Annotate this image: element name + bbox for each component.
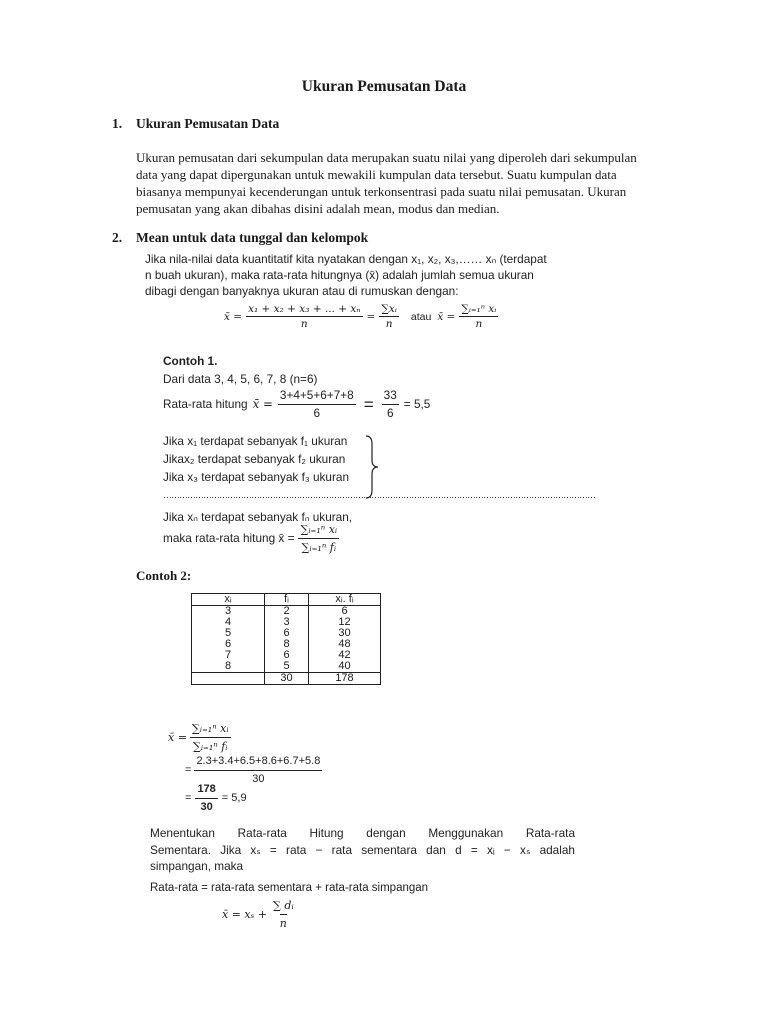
formula-equals: = (366, 310, 376, 323)
table-cell: 8 (265, 639, 309, 650)
calc-denominator: 30 (252, 773, 265, 785)
final-numerator: ∑ dᵢ (273, 899, 294, 912)
sementara-paragraph (150, 825, 575, 875)
contoh-1-data: Dari data 3, 4, 5, 6, 7, 8 (n=6) (163, 372, 318, 386)
table-cell: 178 (309, 673, 381, 685)
section-1-number: 1. (112, 116, 123, 131)
calc-fraction-1 (278, 388, 356, 421)
formula-denominator: n (300, 318, 308, 330)
paragraph-line: Ukuran pemusatan dari sekumpulan data merupakan suatu nilai yang diperoleh dari sekumpulan (136, 150, 637, 165)
calc-result: = 5,5 (403, 397, 431, 411)
table-cell: 6 (265, 650, 309, 661)
table-cell: 3 (265, 617, 309, 628)
calc-numerator: 3+4+5+6+7+8 (278, 388, 356, 405)
column-header-fi: fᵢ (265, 594, 309, 606)
intro-line: dibagi dengan banyaknya ukuran atau di rumuskan dengan: (145, 284, 459, 298)
paragraph-line: simpangan, maka (150, 859, 244, 873)
calc-numerator: 33 (382, 388, 399, 405)
calc-result: = 5,9 (221, 792, 247, 804)
rata-rata-formula-line: Rata-rata = rata-rata sementara + rata-rata simpangan (150, 882, 429, 894)
calc-equals: = (185, 764, 192, 776)
frequency-line: Jika x₃ terdapat sebanyak f₃ ukuran (163, 470, 350, 484)
column-header-xi: xᵢ (192, 594, 265, 606)
formula-lhs: x̄ = (224, 310, 243, 323)
data-table (191, 593, 381, 685)
intro-line: n buah ukuran), maka rata-rata hitungnya (x̄) adalah jumlah semua ukuran (145, 268, 534, 282)
formula-fraction-3 (459, 303, 498, 330)
maka-formula (163, 522, 339, 555)
calc-denominator: ∑ᵢ₌₁ⁿ fᵢ (192, 740, 228, 753)
section-2-intro (145, 251, 565, 299)
contoh-2-calc-step-1 (168, 721, 231, 754)
calc-denominator: 6 (313, 406, 321, 420)
table-cell: 3 (192, 606, 265, 618)
formula-fraction-2 (379, 303, 399, 330)
table-cell: 48 (309, 639, 381, 650)
frequency-table (191, 593, 381, 685)
mean-formula (224, 303, 498, 330)
formula-numerator: ∑xᵢ (381, 303, 397, 315)
formula-lhs: x̄ = (437, 310, 456, 323)
formula-numerator: x₁ + x₂ + x₃ + ... + xₙ (248, 303, 361, 315)
calc-fraction-2 (382, 388, 399, 421)
frequency-list (163, 434, 595, 528)
table-cell: 30 (309, 628, 381, 639)
formula-denominator: n (385, 318, 393, 330)
xbar-symbol: x̄ = (252, 397, 273, 411)
table-row (192, 661, 381, 673)
paragraph-line: data yang dapat dipergunakan untuk mewakili kumpulan data tersebut. Suatu kumpulan data (136, 167, 617, 182)
table-cell: 2 (265, 606, 309, 618)
maka-label: maka rata-rata hitung x̄ = (163, 531, 295, 545)
paragraph-line: biasanya mempunyai kecenderungan untuk terkonsentrasi pada suatu nilai pemusatan. Ukuran (136, 184, 627, 199)
frequency-line: Jikax₂ terdapat sebanyak f₂ ukuran (163, 452, 346, 466)
paragraph-line: Sementara. Jika xₛ = rata − rata sementara dan d = xᵢ − xₛ adalah (150, 842, 575, 857)
calc-numerator: 178 (195, 782, 217, 799)
table-cell: 5 (192, 628, 265, 639)
formula-denominator: n (475, 318, 483, 330)
calc-equals: = (363, 395, 374, 414)
final-lhs: x̄ = xₛ + (222, 908, 268, 921)
table-total-row (192, 673, 381, 685)
paragraph-line: Menentukan Rata-rata Hitung dengan Menggunakan Rata-rata (150, 826, 575, 840)
table-cell: 6 (265, 628, 309, 639)
section-1-paragraph (136, 149, 677, 217)
calc-denominator: 30 (200, 801, 213, 813)
intro-line: Jika nila-nilai data kuantitatif kita nyatakan dengan x₁, x₂, x₃,…… xₙ (terdapat (145, 252, 547, 266)
section-2-heading: Mean untuk data tunggal dan kelompok (136, 230, 369, 245)
contoh-2-heading: Contoh 2: (136, 568, 192, 583)
frequency-line: Jika x₁ terdapat sebanyak f₁ ukuran (163, 434, 348, 448)
table-cell: 12 (309, 617, 381, 628)
maka-numerator: ∑ᵢ₌₁ⁿ xᵢ (298, 522, 339, 539)
table-cell: 7 (192, 650, 265, 661)
formula-numerator: ∑ᵢ₌₁ⁿ xᵢ (461, 303, 497, 315)
calc-equals: = (185, 792, 192, 804)
final-fraction (271, 898, 296, 931)
table-cell: 4 (192, 617, 265, 628)
rata-rata-final-formula (222, 898, 296, 931)
contoh-1-heading: Contoh 1. (163, 354, 218, 368)
paragraph-line: pemusatan yang akan dibahas disini adalah mean, modus dan median. (136, 201, 500, 216)
calc-fraction (190, 721, 231, 754)
table-cell: 5 (265, 661, 309, 673)
table-cell: 42 (309, 650, 381, 661)
contoh-2-calc-step-3 (185, 782, 247, 815)
maka-denominator: ∑ᵢ₌₁ⁿ fᵢ (301, 541, 337, 554)
page-title: Ukuran Pemusatan Data (301, 78, 467, 95)
maka-fraction (298, 522, 339, 555)
formula-fraction-1 (246, 303, 362, 330)
calc-numerator: ∑ᵢ₌₁ⁿ xᵢ (190, 721, 231, 738)
calc-denominator: 6 (386, 406, 394, 420)
curly-brace-icon (364, 434, 380, 500)
contoh-1-calc (163, 388, 430, 421)
section-1-heading: Ukuran Pemusatan Data (136, 116, 280, 131)
calc-numerator: 2.3+3.4+6.5+8.6+6.7+5.8 (194, 754, 322, 771)
rata-label: Rata-rata hitung (163, 397, 248, 411)
frequency-line: Jika xₙ terdapat sebanyak fₙ ukuran, (163, 510, 353, 524)
calc-fraction (195, 782, 217, 815)
dotted-line: ……………………………………………………………………………………………………………………………………………… (163, 490, 595, 500)
column-header-xifi: xᵢ. fᵢ (309, 594, 381, 606)
table-cell (192, 673, 265, 685)
table-cell: 8 (192, 661, 265, 673)
table-cell: 40 (309, 661, 381, 673)
table-cell: 30 (265, 673, 309, 685)
table-cell: 6 (192, 639, 265, 650)
formula-atau: atau (410, 310, 432, 323)
table-cell: 6 (309, 606, 381, 618)
xbar-symbol: x̄ = (168, 731, 187, 744)
section-2-number: 2. (112, 230, 123, 245)
final-denominator: n (280, 914, 287, 931)
